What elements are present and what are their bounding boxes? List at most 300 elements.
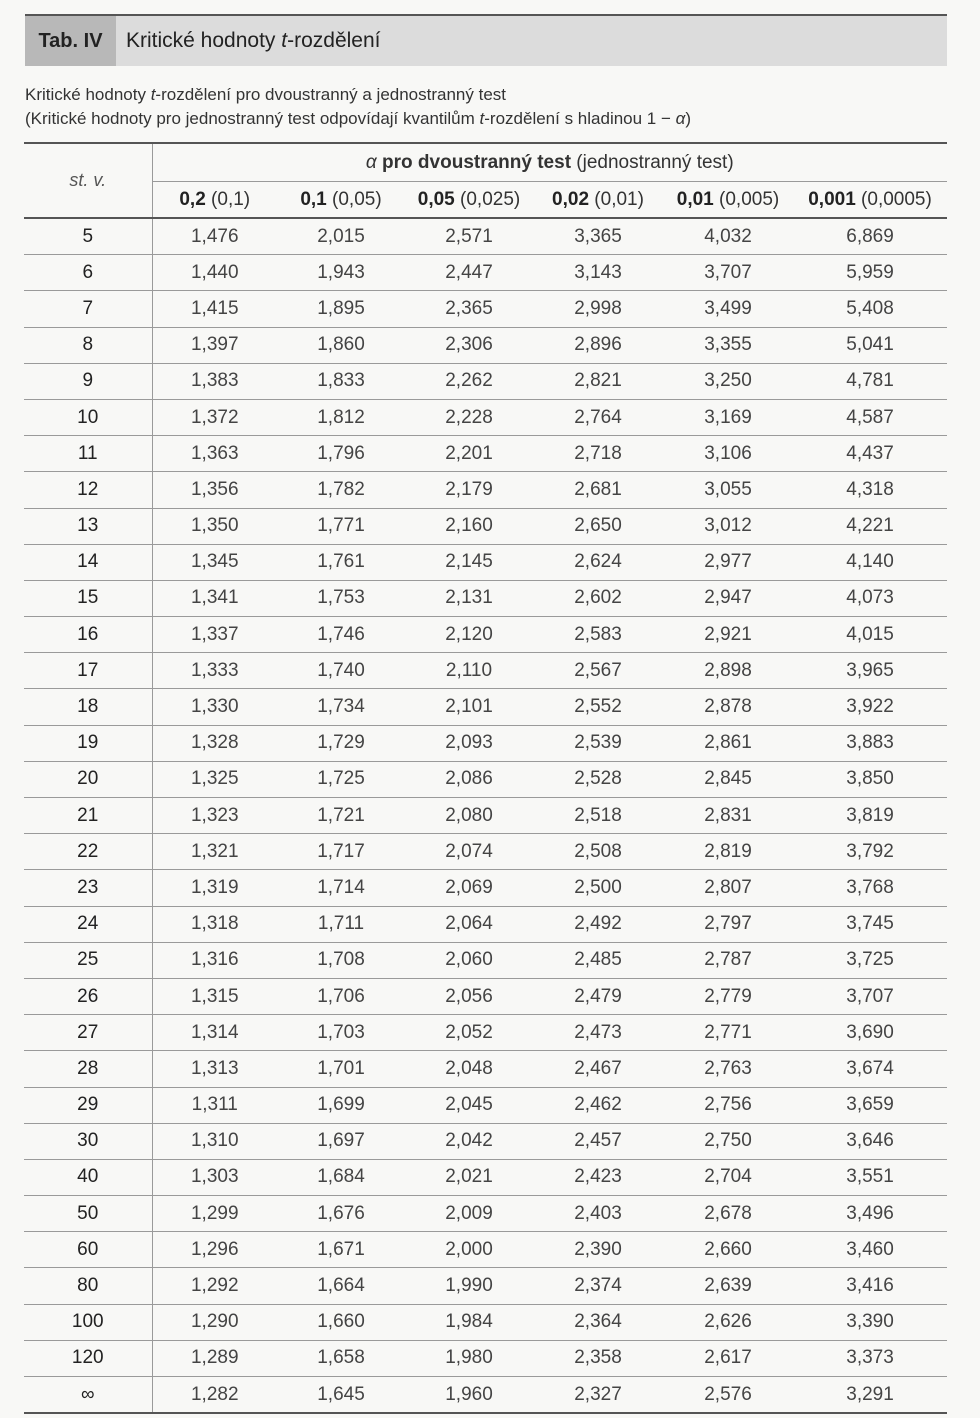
critical-value-cell: 4,073 [793, 580, 947, 616]
critical-value-cell: 2,552 [533, 689, 663, 725]
critical-value-cell: 5,959 [793, 255, 947, 291]
caption-line-2-alpha: α [675, 109, 686, 128]
alpha-one-sided-value: (0,0005) [855, 188, 932, 210]
alpha-group-header [152, 143, 947, 182]
critical-value-cell: 4,437 [793, 436, 947, 472]
alpha-two-sided-value: 0,001 [808, 188, 856, 210]
critical-value-cell: 2,756 [663, 1087, 793, 1123]
degrees-of-freedom-cell: 25 [24, 942, 152, 978]
critical-value-cell: 2,447 [405, 255, 533, 291]
table-row [24, 1232, 947, 1268]
critical-value-cell: 2,374 [533, 1268, 663, 1304]
critical-value-cell: 1,833 [277, 363, 405, 399]
critical-value-cell: 2,678 [663, 1196, 793, 1232]
critical-value-cell: 2,390 [533, 1232, 663, 1268]
table-row [24, 472, 947, 508]
critical-value-cell: 2,626 [663, 1304, 793, 1340]
table-row [24, 1196, 947, 1232]
critical-value-cell: 2,639 [663, 1268, 793, 1304]
degrees-of-freedom-cell: 30 [24, 1123, 152, 1159]
critical-value-cell: 1,310 [152, 1123, 277, 1159]
critical-value-cell: 1,315 [152, 978, 277, 1014]
critical-value-cell: 2,045 [405, 1087, 533, 1123]
critical-value-cell: 3,768 [793, 870, 947, 906]
caption-line-2 [25, 107, 947, 131]
critical-value-cell: 3,499 [663, 291, 793, 327]
critical-value-cell: 2,060 [405, 942, 533, 978]
critical-value-cell: 2,358 [533, 1340, 663, 1376]
critical-value-cell: 1,701 [277, 1051, 405, 1087]
critical-value-cell: 2,624 [533, 544, 663, 580]
critical-value-cell: 2,998 [533, 291, 663, 327]
critical-value-cell: 1,318 [152, 906, 277, 942]
critical-value-cell: 1,316 [152, 942, 277, 978]
critical-value-cell: 3,373 [793, 1340, 947, 1376]
degrees-of-freedom-cell: 11 [24, 436, 152, 472]
alpha-column-header [277, 182, 405, 219]
critical-value-cell: 1,319 [152, 870, 277, 906]
critical-value-cell: 6,869 [793, 218, 947, 255]
degrees-of-freedom-cell: 14 [24, 544, 152, 580]
critical-value-cell: 2,056 [405, 978, 533, 1014]
critical-value-cell: 1,984 [405, 1304, 533, 1340]
alpha-one-sided-value: (0,01) [589, 188, 644, 210]
critical-value-cell: 1,664 [277, 1268, 405, 1304]
alpha-two-sided-value: 0,1 [300, 188, 327, 210]
critical-value-cell: 3,674 [793, 1051, 947, 1087]
table-row [24, 1159, 947, 1195]
table-row [24, 436, 947, 472]
critical-value-cell: 3,012 [663, 508, 793, 544]
critical-value-cell: 1,782 [277, 472, 405, 508]
table-row [24, 363, 947, 399]
critical-value-cell: 3,725 [793, 942, 947, 978]
critical-value-cell: 1,717 [277, 834, 405, 870]
table-row [24, 617, 947, 653]
critical-value-cell: 1,729 [277, 725, 405, 761]
critical-value-cell: 2,650 [533, 508, 663, 544]
critical-value-cell: 3,850 [793, 761, 947, 797]
table-title [116, 29, 380, 53]
alpha-one-sided-value: (0,1) [205, 188, 251, 210]
degrees-of-freedom-cell: 50 [24, 1196, 152, 1232]
critical-value-cell: 1,960 [405, 1377, 533, 1414]
critical-value-cell: 2,583 [533, 617, 663, 653]
critical-value-cell: 1,660 [277, 1304, 405, 1340]
critical-value-cell: 4,318 [793, 472, 947, 508]
degrees-of-freedom-cell: 29 [24, 1087, 152, 1123]
critical-value-cell: 2,228 [405, 399, 533, 435]
critical-value-cell: 1,697 [277, 1123, 405, 1159]
critical-value-cell: 2,052 [405, 1015, 533, 1051]
critical-value-cell: 2,771 [663, 1015, 793, 1051]
degrees-of-freedom-cell: 19 [24, 725, 152, 761]
table-row [24, 327, 947, 363]
critical-value-cell: 2,947 [663, 580, 793, 616]
critical-value-cell: 3,291 [793, 1377, 947, 1414]
alpha-one-sided-value: (0,005) [713, 188, 780, 210]
degrees-of-freedom-cell: 16 [24, 617, 152, 653]
alpha-two-sided-value: 0,02 [552, 188, 590, 210]
critical-value-cell: 2,861 [663, 725, 793, 761]
critical-value-cell: 2,086 [405, 761, 533, 797]
critical-value-cell: 2,539 [533, 725, 663, 761]
critical-value-cell: 2,602 [533, 580, 663, 616]
critical-value-cell: 1,645 [277, 1377, 405, 1414]
table-number-label: Tab. IV [25, 16, 116, 66]
critical-value-cell: 1,296 [152, 1232, 277, 1268]
critical-value-cell: 5,041 [793, 327, 947, 363]
critical-value-cell: 2,977 [663, 544, 793, 580]
critical-value-cell: 2,093 [405, 725, 533, 761]
critical-value-cell: 1,746 [277, 617, 405, 653]
critical-value-cell: 1,771 [277, 508, 405, 544]
critical-value-cell: 3,169 [663, 399, 793, 435]
critical-value-cell: 2,845 [663, 761, 793, 797]
table-row [24, 544, 947, 580]
critical-value-cell: 1,313 [152, 1051, 277, 1087]
critical-value-cell: 1,330 [152, 689, 277, 725]
critical-value-cell: 1,796 [277, 436, 405, 472]
table-row [24, 508, 947, 544]
critical-value-cell: 2,571 [405, 218, 533, 255]
critical-value-cell: 1,440 [152, 255, 277, 291]
alpha-column-header [663, 182, 793, 219]
critical-value-cell: 2,000 [405, 1232, 533, 1268]
critical-value-cell: 2,467 [533, 1051, 663, 1087]
caption-line-2-italic: t [479, 109, 485, 128]
alpha-one-sided-value: (0,025) [454, 188, 521, 210]
caption-line-1 [25, 83, 947, 107]
alpha-two-sided-value: 0,01 [676, 188, 714, 210]
degrees-of-freedom-cell: 18 [24, 689, 152, 725]
critical-value-cell: 3,690 [793, 1015, 947, 1051]
alpha-two-sided-value: 0,2 [179, 188, 206, 210]
table-row [24, 1051, 947, 1087]
critical-value-cell: 1,476 [152, 218, 277, 255]
table-title-bar [25, 14, 947, 66]
table-row [24, 725, 947, 761]
critical-value-cell: 5,408 [793, 291, 947, 327]
table-row [24, 399, 947, 435]
degrees-of-freedom-cell: 28 [24, 1051, 152, 1087]
critical-value-cell: 2,120 [405, 617, 533, 653]
critical-value-cell: 4,221 [793, 508, 947, 544]
degrees-of-freedom-cell: 23 [24, 870, 152, 906]
critical-value-cell: 1,703 [277, 1015, 405, 1051]
critical-value-cell: 2,681 [533, 472, 663, 508]
critical-value-cell: 3,250 [663, 363, 793, 399]
caption-line-1-italic: t [150, 85, 156, 104]
critical-value-cell: 2,009 [405, 1196, 533, 1232]
caption-line-2-pre: (Kritické hodnoty pro jednostranný test odpovídají kvantilům [25, 109, 480, 128]
critical-value-cell: 1,350 [152, 508, 277, 544]
critical-value-cell: 2,921 [663, 617, 793, 653]
caption-line-1-post: -rozdělení pro dvoustranný a jednostranný test [155, 85, 507, 104]
critical-value-cell: 1,699 [277, 1087, 405, 1123]
degrees-of-freedom-cell: 24 [24, 906, 152, 942]
critical-value-cell: 2,898 [663, 653, 793, 689]
critical-value-cell: 1,895 [277, 291, 405, 327]
critical-value-cell: 1,415 [152, 291, 277, 327]
critical-value-cell: 3,883 [793, 725, 947, 761]
critical-value-cell: 4,587 [793, 399, 947, 435]
critical-value-cell: 1,341 [152, 580, 277, 616]
critical-value-cell: 1,725 [277, 761, 405, 797]
critical-value-cell: 2,518 [533, 798, 663, 834]
critical-value-cell: 1,671 [277, 1232, 405, 1268]
critical-value-cell: 2,179 [405, 472, 533, 508]
critical-value-cell: 1,290 [152, 1304, 277, 1340]
degrees-of-freedom-cell: 120 [24, 1340, 152, 1376]
alpha-two-sided-value: 0,05 [417, 188, 455, 210]
critical-value-cell: 1,684 [277, 1159, 405, 1195]
critical-value-cell: 2,145 [405, 544, 533, 580]
critical-value-cell: 2,500 [533, 870, 663, 906]
critical-value-cell: 2,201 [405, 436, 533, 472]
degrees-of-freedom-cell: 15 [24, 580, 152, 616]
critical-value-cell: 2,787 [663, 942, 793, 978]
table-row [24, 870, 947, 906]
critical-value-cell: 2,896 [533, 327, 663, 363]
critical-value-cell: 2,015 [277, 218, 405, 255]
critical-value-cell: 1,676 [277, 1196, 405, 1232]
degrees-of-freedom-cell: 26 [24, 978, 152, 1014]
critical-value-cell: 1,328 [152, 725, 277, 761]
table-row [24, 942, 947, 978]
critical-value-cell: 2,750 [663, 1123, 793, 1159]
critical-value-cell: 3,365 [533, 218, 663, 255]
critical-value-cell: 4,015 [793, 617, 947, 653]
critical-value-cell: 2,327 [533, 1377, 663, 1414]
critical-value-cell: 2,021 [405, 1159, 533, 1195]
title-text-pre: Kritické hodnoty [126, 29, 282, 52]
critical-value-cell: 1,943 [277, 255, 405, 291]
critical-value-cell: 2,576 [663, 1377, 793, 1414]
critical-value-cell: 1,325 [152, 761, 277, 797]
table-row [24, 761, 947, 797]
degrees-of-freedom-cell: 17 [24, 653, 152, 689]
critical-value-cell: 2,048 [405, 1051, 533, 1087]
critical-value-cell: 2,797 [663, 906, 793, 942]
title-text-italic: t [281, 29, 288, 52]
table-row [24, 255, 947, 291]
critical-value-cell: 3,707 [663, 255, 793, 291]
critical-value-cell: 2,365 [405, 291, 533, 327]
degrees-of-freedom-cell: 5 [24, 218, 152, 255]
critical-value-cell: 3,646 [793, 1123, 947, 1159]
alpha-symbol: α [365, 151, 377, 173]
critical-value-cell: 3,707 [793, 978, 947, 1014]
critical-value-cell: 2,262 [405, 363, 533, 399]
alpha-one-sided-value: (0,05) [326, 188, 382, 210]
critical-value-cell: 2,080 [405, 798, 533, 834]
critical-value-cell: 1,711 [277, 906, 405, 942]
degrees-of-freedom-cell: 13 [24, 508, 152, 544]
critical-value-cell: 2,069 [405, 870, 533, 906]
critical-value-cell: 1,812 [277, 399, 405, 435]
degrees-of-freedom-header: st. v. [24, 143, 152, 218]
degrees-of-freedom-cell: 10 [24, 399, 152, 435]
critical-value-cell: 2,485 [533, 942, 663, 978]
critical-value-cell: 4,032 [663, 218, 793, 255]
critical-value-cell: 1,714 [277, 870, 405, 906]
critical-value-cell: 2,306 [405, 327, 533, 363]
critical-value-cell: 1,345 [152, 544, 277, 580]
degrees-of-freedom-cell: 7 [24, 291, 152, 327]
table-row [24, 291, 947, 327]
critical-value-cell: 3,659 [793, 1087, 947, 1123]
alpha-column-header [793, 182, 947, 219]
critical-value-cell: 1,321 [152, 834, 277, 870]
critical-value-cell: 1,721 [277, 798, 405, 834]
critical-value-cell: 2,131 [405, 580, 533, 616]
critical-value-cell: 1,740 [277, 653, 405, 689]
table-caption [25, 83, 947, 131]
critical-value-cell: 1,333 [152, 653, 277, 689]
critical-value-cell: 1,708 [277, 942, 405, 978]
critical-value-cell: 2,718 [533, 436, 663, 472]
critical-value-cell: 1,363 [152, 436, 277, 472]
critical-value-cell: 3,792 [793, 834, 947, 870]
critical-value-cell: 2,479 [533, 978, 663, 1014]
critical-value-cell: 3,106 [663, 436, 793, 472]
critical-value-cell: 3,965 [793, 653, 947, 689]
critical-value-cell: 1,734 [277, 689, 405, 725]
critical-value-cell: 1,289 [152, 1340, 277, 1376]
critical-value-cell: 1,299 [152, 1196, 277, 1232]
critical-value-cell: 2,567 [533, 653, 663, 689]
critical-value-cell: 3,922 [793, 689, 947, 725]
table-row [24, 798, 947, 834]
critical-value-cell: 3,745 [793, 906, 947, 942]
critical-value-cell: 2,617 [663, 1340, 793, 1376]
critical-value-cell: 3,355 [663, 327, 793, 363]
critical-value-cell: 2,779 [663, 978, 793, 1014]
table-row [24, 1304, 947, 1340]
critical-value-cell: 1,990 [405, 1268, 533, 1304]
table-row [24, 689, 947, 725]
critical-value-cell: 4,781 [793, 363, 947, 399]
critical-value-cell: 3,460 [793, 1232, 947, 1268]
table-row [24, 1377, 947, 1414]
critical-value-cell: 2,473 [533, 1015, 663, 1051]
alpha-group-rest: (jednostranný test) [571, 151, 734, 173]
critical-value-cell: 1,337 [152, 617, 277, 653]
critical-value-cell: 2,821 [533, 363, 663, 399]
critical-value-cell: 2,101 [405, 689, 533, 725]
degrees-of-freedom-cell: 22 [24, 834, 152, 870]
alpha-column-header [405, 182, 533, 219]
critical-value-cell: 1,311 [152, 1087, 277, 1123]
alpha-column-header [533, 182, 663, 219]
critical-value-cell: 2,423 [533, 1159, 663, 1195]
critical-value-cell: 2,831 [663, 798, 793, 834]
critical-value-cell: 3,055 [663, 472, 793, 508]
alpha-column-header [152, 182, 277, 219]
table-row [24, 1087, 947, 1123]
table-row [24, 1123, 947, 1159]
critical-value-cell: 2,457 [533, 1123, 663, 1159]
degrees-of-freedom-cell: 20 [24, 761, 152, 797]
critical-value-cell: 1,383 [152, 363, 277, 399]
critical-value-cell: 2,462 [533, 1087, 663, 1123]
degrees-of-freedom-cell: 40 [24, 1159, 152, 1195]
table-row [24, 218, 947, 255]
critical-value-cell: 2,492 [533, 906, 663, 942]
caption-line-1-pre: Kritické hodnoty [25, 85, 151, 104]
degrees-of-freedom-cell: 8 [24, 327, 152, 363]
critical-value-cell: 2,528 [533, 761, 663, 797]
critical-value-cell: 2,819 [663, 834, 793, 870]
critical-value-cell: 1,356 [152, 472, 277, 508]
critical-value-cell: 4,140 [793, 544, 947, 580]
critical-value-cell: 2,807 [663, 870, 793, 906]
critical-value-cell: 2,508 [533, 834, 663, 870]
table-row [24, 653, 947, 689]
degrees-of-freedom-cell: 21 [24, 798, 152, 834]
degrees-of-freedom-cell: 100 [24, 1304, 152, 1340]
table-row [24, 834, 947, 870]
critical-value-cell: 2,364 [533, 1304, 663, 1340]
critical-value-cell: 1,397 [152, 327, 277, 363]
critical-value-cell: 2,074 [405, 834, 533, 870]
critical-value-cell: 1,706 [277, 978, 405, 1014]
critical-value-cell: 1,761 [277, 544, 405, 580]
critical-value-cell: 3,143 [533, 255, 663, 291]
critical-value-cell: 2,763 [663, 1051, 793, 1087]
critical-value-cell: 1,372 [152, 399, 277, 435]
critical-value-cell: 1,860 [277, 327, 405, 363]
critical-value-cell: 2,110 [405, 653, 533, 689]
critical-value-cell: 1,658 [277, 1340, 405, 1376]
critical-value-cell: 3,819 [793, 798, 947, 834]
critical-value-cell: 2,160 [405, 508, 533, 544]
title-text-post: -rozdělení [287, 29, 381, 52]
table-row [24, 580, 947, 616]
critical-value-cell: 2,764 [533, 399, 663, 435]
critical-value-cell: 2,403 [533, 1196, 663, 1232]
table-row [24, 1015, 947, 1051]
degrees-of-freedom-cell: ∞ [24, 1377, 152, 1414]
critical-value-cell: 1,980 [405, 1340, 533, 1376]
critical-value-cell: 1,314 [152, 1015, 277, 1051]
critical-value-cell: 1,323 [152, 798, 277, 834]
critical-value-cell: 3,496 [793, 1196, 947, 1232]
critical-value-cell: 1,282 [152, 1377, 277, 1414]
critical-value-cell: 1,753 [277, 580, 405, 616]
critical-value-cell: 3,416 [793, 1268, 947, 1304]
critical-value-cell: 2,660 [663, 1232, 793, 1268]
alpha-group-bold: pro dvoustranný test [376, 151, 572, 173]
degrees-of-freedom-cell: 12 [24, 472, 152, 508]
critical-value-cell: 2,704 [663, 1159, 793, 1195]
critical-value-cell: 1,303 [152, 1159, 277, 1195]
critical-value-cell: 1,292 [152, 1268, 277, 1304]
critical-value-cell: 2,042 [405, 1123, 533, 1159]
critical-value-cell: 3,390 [793, 1304, 947, 1340]
t-distribution-table [24, 142, 947, 1414]
table-row [24, 1268, 947, 1304]
table-row [24, 906, 947, 942]
critical-value-cell: 2,878 [663, 689, 793, 725]
critical-value-cell: 3,551 [793, 1159, 947, 1195]
table-row [24, 978, 947, 1014]
table-row [24, 1340, 947, 1376]
caption-line-2-post: -rozdělení s hladinou 1 − [484, 109, 676, 128]
caption-line-2-end: ) [685, 109, 692, 128]
degrees-of-freedom-cell: 27 [24, 1015, 152, 1051]
